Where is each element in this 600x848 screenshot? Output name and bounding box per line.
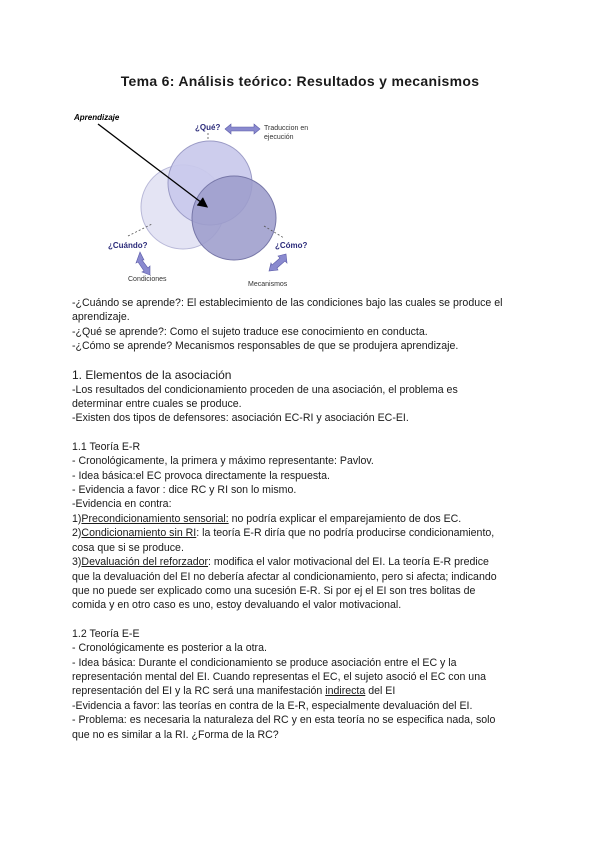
section11-line2: - Idea básica:el EC provoca directamente la respuesta. [72,469,330,482]
evidence-3-line3: que no puede ser explicado como una sucesión E-R. Si por ej el EI son tres bolitas de [72,584,476,597]
evidence-2-line2: cosa que si se produce. [72,541,184,554]
section12-line2c: representación del EI y la RC será una manifestación indirecta del EI [72,685,396,698]
intro-q3: -¿Cómo se aprende? Mecanismos responsables de que se produjera aprendizaje. [72,340,459,353]
evidence-3-term: Devaluación del reforzador [81,556,209,569]
intro-q1-line2: aprendizaje. [72,311,130,324]
evidence-3: 3)Devaluación del reforzador: modifica el valor motivacional del EI. La teoría E-R predice [72,556,489,569]
section1-p2: -Existen dos tipos de defensores: asociación EC-RI y asociación EC-EI. [72,412,409,425]
section12-line2b: representación mental del EI. Cuando representas el EC, el sujeto asoció el EC con una [72,670,486,683]
traduccion-label-2: ejecución [264,134,294,141]
intro-q1-line1: -¿Cuándo se aprende?: El establecimiento de las condiciones bajo las cuales se produce el [72,297,503,309]
indirecta-term: indirecta [325,685,366,698]
cuando-double-arrow [136,252,150,275]
document-body [72,296,542,742]
section12-line1: - Cronológicamente es posterior a la otra. [72,642,267,655]
evidence-3-line2: que la devaluación del EI no debería afectar al condicionamiento, pero si afecta; indicando [72,570,497,583]
page-title: Tema 6: Análisis teórico: Resultados y mecanismos [120,73,480,89]
section11-line4: -Evidencia en contra: [72,498,172,511]
evidence-2-term: Condicionamiento sin RI [81,527,197,540]
section11-line1: - Cronológicamente, la primera y máximo representante: Pavlov. [72,455,374,468]
como-label: ¿Cómo? [275,241,308,250]
condiciones-label: Condiciones [128,276,167,283]
mecanismos-label: Mecanismos [248,281,288,288]
mecanismos-circle [192,176,276,260]
section12-line4b: que no es similar a la RI. ¿Forma de la RC? [72,728,279,741]
evidence-2: 2)Condicionamiento sin RI: la teoría E-R diría que no podría producirse condicionamiento, [72,527,495,540]
section12-line4a: - Problema: es necesaria la naturaleza del RC y en esta teoría no se especifica nada, solo [72,714,496,727]
aprendizaje-label: Aprendizaje [74,113,120,122]
traduccion-label-1: Traduccion en [264,125,309,132]
section11-line3: - Evidencia a favor : dice RC y RI son lo mismo. [72,484,297,497]
cuando-label: ¿Cuándo? [108,241,148,250]
evidence-1-term: Precondicionamiento sensorial: [81,512,229,525]
evidence-1: 1)Precondicionamiento sensorial: no podría explicar el emparejamiento de dos EC. [72,512,462,525]
section12-heading: 1.2 Teoría E-E [72,627,140,640]
section1-heading: 1. Elementos de la asociación [72,367,232,382]
section1-p1-line2: determinar entre cuales se produce. [72,398,242,411]
section1-p1-line1: -Los resultados del condicionamiento proceden de una asociación, el problema es [72,383,458,396]
venn-diagram [68,108,328,290]
section12-line3: -Evidencia a favor: las teorías en contra de la E-R, especialmente devaluación del EI. [72,699,473,712]
como-double-arrow [269,254,287,271]
section11-heading: 1.1 Teoría E-R [72,440,141,453]
section12-line2a: - Idea básica: Durante el condicionamiento se produce asociación entre el EC y la [72,656,457,669]
intro-q2: -¿Qué se aprende?: Como el sujeto traduce ese conocimiento en conducta. [72,325,428,338]
que-double-arrow [225,124,260,134]
que-label: ¿Qué? [195,123,221,132]
evidence-3-line4: comida y en otro caso es uno, estoy devaluando el valor motivacional. [72,599,402,612]
